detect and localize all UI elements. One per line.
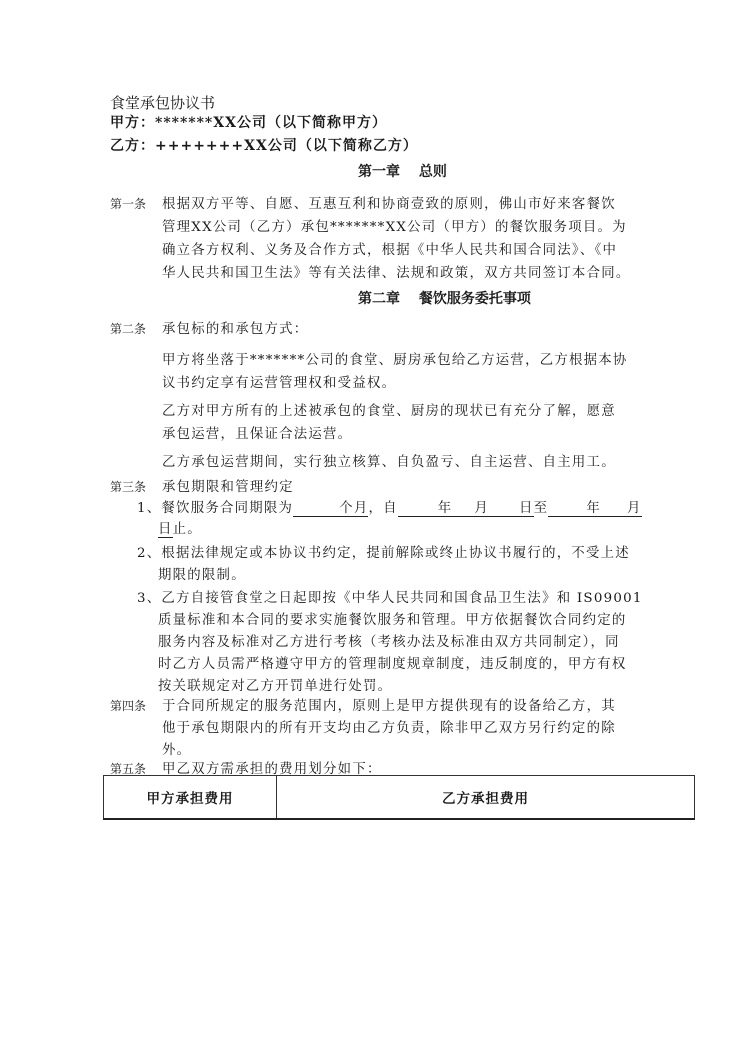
table-header-row bbox=[104, 776, 695, 820]
article-1-label: 第一条 bbox=[110, 197, 147, 211]
item-1-end-day: 日 bbox=[158, 522, 173, 537]
item-1-end-year: 年 bbox=[586, 501, 601, 516]
chapter-1-heading: 第一章 总则 bbox=[358, 164, 447, 180]
article-2-p1-line: 甲方将坐落于*******公司的食堂、厨房承包给乙方运营，乙方根据本协 bbox=[162, 353, 628, 368]
item-1-to: 至 bbox=[533, 501, 549, 516]
party-a: 甲方：*******XX公司（以下简称甲方） bbox=[110, 115, 387, 131]
item-1-start-month: 月 bbox=[474, 501, 490, 516]
article-3-item-3-line: 时乙方人员需严格遵守甲方的管理制度规章制度，违反制度的，甲方有权 bbox=[158, 657, 627, 672]
article-3-item-3-line: 3、乙方自接管食堂之日起即按《中华人民共同和国食品卫生法》和 IS09001 bbox=[137, 591, 643, 606]
article-3-item-1 bbox=[137, 497, 642, 517]
article-4-label: 第四条 bbox=[110, 699, 147, 713]
article-3-item-3-line: 质量标准和本合同的要求实施餐饮服务和管理。甲方依据餐饮合同约定的 bbox=[158, 613, 627, 628]
article-4-line: 外。 bbox=[162, 743, 192, 758]
article-2-p1-line: 议书约定享有运营管理权和受益权。 bbox=[162, 376, 397, 391]
article-3-item-3-line: 服务内容及标准对乙方进行考核（考核办法及标准由双方共同制定），同 bbox=[158, 635, 620, 650]
item-1-end-month: 月 bbox=[626, 501, 642, 516]
article-1-line: 根据双方平等、自愿、互惠互利和协商壹致的原则，佛山市好来客餐饮 bbox=[162, 197, 616, 212]
start-day-blank[interactable] bbox=[489, 500, 519, 517]
article-4-line: 他于承包期限内的所有开支均由乙方负责，除非甲乙双方另行约定的除 bbox=[162, 721, 616, 736]
table-header-party-a: 甲方承担费用 bbox=[104, 776, 277, 820]
article-3-item-1-cont bbox=[158, 518, 202, 537]
article-2-intro: 承包标的和承包方式： bbox=[162, 322, 309, 337]
item-1-prefix: 1、餐饮服务合同期限为 bbox=[137, 501, 294, 516]
end-year-blank[interactable] bbox=[548, 500, 586, 517]
article-3-label: 第三条 bbox=[110, 480, 147, 494]
article-1-line: 管理XX公司（乙方）承包*******XX公司（甲方）的餐饮服务项目。为 bbox=[162, 220, 627, 235]
article-1-line: 华人民共和国卫生法》等有关法律、法规和政策，双方共同签订本合同。 bbox=[162, 266, 631, 281]
item-1-months: 个月 bbox=[339, 501, 369, 516]
months-blank[interactable] bbox=[293, 500, 339, 517]
article-5-intro: 甲乙双方需承担的费用划分如下： bbox=[162, 762, 382, 777]
item-1-start-year: 年 bbox=[437, 501, 453, 516]
document-title: 食堂承包协议书 bbox=[110, 94, 216, 112]
item-1-start-day: 日 bbox=[519, 501, 534, 516]
start-year-blank[interactable] bbox=[398, 500, 438, 517]
start-month-blank[interactable] bbox=[452, 500, 474, 517]
article-2-p2-line: 承包运营，且保证合法运营。 bbox=[162, 427, 353, 442]
article-3-item-3-line: 按关联规定对乙方开罚单进行处罚。 bbox=[158, 679, 393, 694]
party-b: 乙方：+++++++XX公司（以下简称乙方） bbox=[110, 138, 418, 154]
table-header-party-b: 乙方承担费用 bbox=[277, 776, 695, 820]
item-1-from: ，自 bbox=[368, 501, 398, 516]
article-5-label: 第五条 bbox=[110, 762, 147, 776]
article-1-line: 确立各方权利、义务及合作方式，根据《中华人民共和国合同法》、《中 bbox=[162, 243, 618, 258]
item-1-end: 止。 bbox=[172, 522, 202, 537]
article-3-item-2-line: 2、根据法律规定或本协议书约定，提前解除或终止协议书履行的，不受上述 bbox=[137, 546, 630, 561]
article-3-intro: 承包期限和管理约定 bbox=[162, 480, 294, 495]
article-3-item-2-line: 期限的限制。 bbox=[158, 568, 246, 583]
chapter-2-heading: 第二章 餐饮服务委托事项 bbox=[358, 291, 531, 307]
fee-division-table bbox=[103, 775, 695, 820]
article-2-p3: 乙方承包运营期间，实行独立核算、自负盈亏、自主运营、自主用工。 bbox=[162, 455, 616, 470]
article-2-p2-line: 乙方对甲方所有的上述被承包的食堂、厨房的现状已有充分了解，愿意 bbox=[162, 404, 616, 419]
article-4-line: 于合同所规定的服务范围内，原则上是甲方提供现有的设备给乙方，其 bbox=[162, 699, 616, 714]
end-month-blank[interactable] bbox=[601, 500, 627, 517]
article-2-label: 第二条 bbox=[110, 322, 147, 336]
